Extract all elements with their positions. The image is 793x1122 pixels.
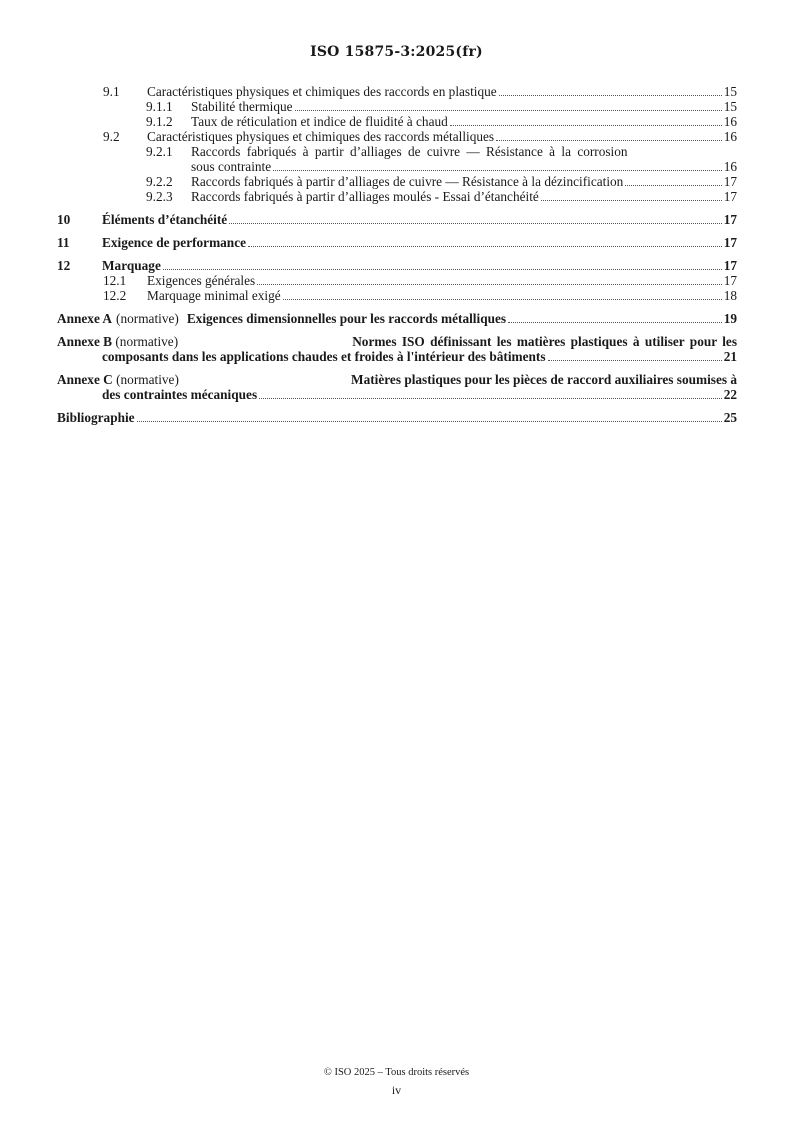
annex-label: Annexe C bbox=[57, 372, 113, 387]
toc-number: 12 bbox=[57, 258, 71, 273]
toc-leader-dots bbox=[499, 95, 722, 96]
toc-number: 12.2 bbox=[103, 288, 127, 303]
toc-title-line2: des contraintes mécaniques bbox=[102, 387, 258, 402]
toc-leader-dots bbox=[508, 322, 722, 323]
toc-entry-9-1-1[interactable] bbox=[57, 99, 737, 114]
table-of-contents bbox=[57, 84, 737, 425]
toc-leader-dots bbox=[496, 140, 722, 141]
toc-title: Éléments d’étanchéité bbox=[102, 212, 228, 227]
toc-entry-9-1[interactable] bbox=[57, 84, 737, 99]
toc-number: 9.1.2 bbox=[146, 114, 173, 129]
toc-leader-dots bbox=[273, 170, 722, 171]
toc-entry-10[interactable] bbox=[57, 212, 737, 227]
toc-leader-dots bbox=[295, 110, 722, 111]
annex-label: Annexe B bbox=[57, 334, 113, 349]
toc-page: 17 bbox=[723, 258, 737, 273]
toc-number: 9.1 bbox=[103, 84, 120, 99]
toc-leader-dots bbox=[548, 360, 722, 361]
toc-page: 17 bbox=[723, 212, 737, 227]
toc-leader-dots bbox=[248, 246, 722, 247]
toc-number: 9.2.1 bbox=[146, 144, 173, 159]
toc-title: Raccords fabriqués à partir d’alliages de cuivre — Résistance à la dézincification bbox=[191, 174, 624, 189]
toc-title: Exigences générales bbox=[147, 273, 256, 288]
toc-leader-dots bbox=[137, 421, 722, 422]
toc-leader-dots bbox=[625, 185, 721, 186]
toc-page: 15 bbox=[723, 99, 737, 114]
annex-type: (normative) bbox=[116, 311, 179, 326]
toc-page: 19 bbox=[723, 311, 737, 326]
toc-number: 10 bbox=[57, 212, 71, 227]
copyright-notice: © ISO 2025 – Tous droits réservés bbox=[323, 1067, 470, 1078]
toc-page: 17 bbox=[723, 174, 737, 189]
toc-entry-9-2-2[interactable] bbox=[57, 174, 737, 189]
toc-title: Marquage minimal exigé bbox=[147, 288, 281, 303]
annex-type: (normative) bbox=[116, 372, 179, 387]
toc-entry-9-2-3[interactable] bbox=[57, 189, 737, 204]
toc-entry-11[interactable] bbox=[57, 235, 737, 250]
toc-page: 17 bbox=[723, 273, 737, 288]
toc-entry-9-2-1[interactable] bbox=[57, 144, 737, 174]
toc-title: Exigence de performance bbox=[102, 235, 247, 250]
toc-leader-dots bbox=[283, 299, 722, 300]
page-number: iv bbox=[391, 1083, 402, 1097]
toc-number: 12.1 bbox=[103, 273, 127, 288]
toc-entry-annex-a[interactable] bbox=[57, 311, 737, 326]
toc-title: Taux de réticulation et indice de fluidité à chaud bbox=[191, 114, 448, 129]
toc-entry-annex-c[interactable] bbox=[57, 372, 737, 402]
toc-title: Exigences dimensionnelles pour les raccords métalliques bbox=[186, 311, 507, 326]
toc-page: 17 bbox=[723, 235, 737, 250]
toc-title-line1: Raccords fabriqués à partir d’alliages de cuivre — Résistance à la corrosion bbox=[191, 144, 628, 159]
toc-page: 15 bbox=[723, 84, 737, 99]
toc-number: 9.2.3 bbox=[146, 189, 173, 204]
toc-entry-bibliography[interactable] bbox=[57, 410, 737, 425]
toc-leader-dots bbox=[259, 398, 722, 399]
toc-page: 22 bbox=[723, 387, 737, 402]
toc-entry-12[interactable] bbox=[57, 258, 737, 273]
toc-page: 16 bbox=[723, 129, 737, 144]
toc-title: Marquage bbox=[102, 258, 161, 273]
toc-page: 21 bbox=[723, 349, 737, 364]
toc-leader-dots bbox=[450, 125, 722, 126]
toc-number: 9.1.1 bbox=[146, 99, 173, 114]
annex-type: (normative) bbox=[115, 334, 179, 349]
toc-number: 9.2.2 bbox=[146, 174, 173, 189]
toc-title-line1: Matières plastiques pour les pièces de raccord auxiliaires soumises à bbox=[351, 372, 737, 387]
toc-number: 9.2 bbox=[103, 129, 120, 144]
toc-entry-9-2[interactable] bbox=[57, 129, 737, 144]
toc-entry-12-1[interactable] bbox=[57, 273, 737, 288]
toc-page: 18 bbox=[723, 288, 737, 303]
toc-leader-dots bbox=[257, 284, 722, 285]
toc-title: Stabilité thermique bbox=[191, 99, 293, 114]
toc-title-line1: Normes ISO définissant les matières plastiques à utiliser pour les bbox=[352, 334, 737, 349]
toc-title: Caractéristiques physiques et chimiques des raccords en plastique bbox=[147, 84, 497, 99]
toc-title: Caractéristiques physiques et chimiques des raccords métalliques bbox=[147, 129, 495, 144]
toc-entry-12-2[interactable] bbox=[57, 288, 737, 303]
toc-number: 11 bbox=[57, 235, 70, 250]
toc-leader-dots bbox=[541, 200, 722, 201]
toc-entry-9-1-2[interactable] bbox=[57, 114, 737, 129]
toc-page: 16 bbox=[723, 159, 737, 174]
toc-entry-annex-b[interactable] bbox=[57, 334, 737, 364]
toc-page: 25 bbox=[723, 410, 737, 425]
toc-leader-dots bbox=[163, 269, 722, 270]
toc-title: Bibliographie bbox=[57, 410, 135, 425]
toc-page: 17 bbox=[723, 189, 737, 204]
annex-label: Annexe A bbox=[57, 311, 113, 326]
toc-title: Raccords fabriqués à partir d’alliages moulés - Essai d’étanchéité bbox=[191, 189, 539, 204]
toc-leader-dots bbox=[229, 223, 722, 224]
document-header: ISO 15875-3:2025(fr) bbox=[310, 44, 483, 60]
toc-page: 16 bbox=[723, 114, 737, 129]
toc-title-line2: composants dans les applications chaudes et froides à l'intérieur des bâtiments bbox=[102, 349, 546, 364]
toc-title-line2: sous contrainte bbox=[191, 159, 272, 174]
